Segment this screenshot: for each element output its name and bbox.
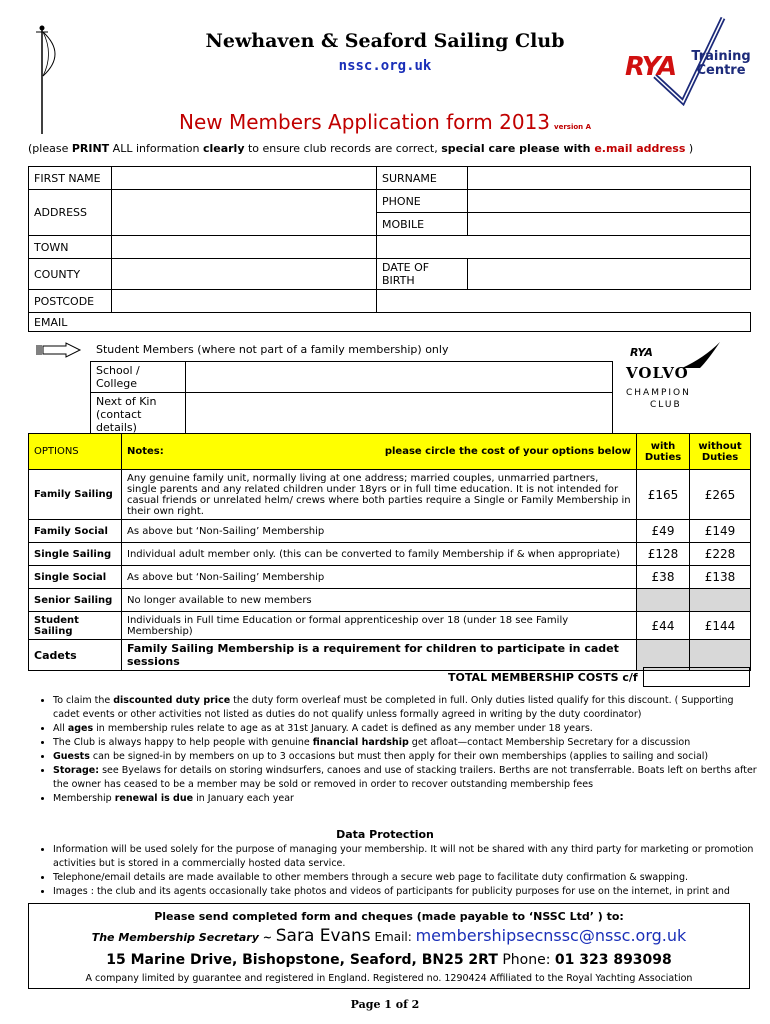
- list-item: • Images : the club and its agents occasionally take photos and videos of participants for publicity purposes for use on the internet, in print and: [53, 885, 758, 899]
- company-info: A company limited by guarantee and registered in England. Registered no. 1290424 Affiliated to the Royal Yachting Association: [85, 973, 693, 984]
- price-with-duties[interactable]: £38: [637, 566, 690, 589]
- club-url: nssc.org.uk: [338, 58, 432, 74]
- student-members-label: Student Members (where not part of a family membership) only: [96, 343, 449, 356]
- county-label: COUNTY: [29, 259, 112, 290]
- address-label: ADDRESS: [29, 190, 112, 236]
- page-number: Page 1 of 2: [350, 998, 420, 1011]
- secretary-line: The Membership Secretary ~ Sara Evans Email: membershipsecnssc@nssc.org.uk: [91, 926, 687, 946]
- price-with-duties[interactable]: £49: [637, 520, 690, 543]
- total-membership-costs-label: TOTAL MEMBERSHIP COSTS c/f: [448, 671, 638, 684]
- first-name-field[interactable]: [112, 167, 377, 190]
- rya-logo-text: RYA: [625, 52, 677, 82]
- price-with-duties[interactable]: £128: [637, 543, 690, 566]
- volvo-logo-club: CLUB: [650, 400, 682, 410]
- rya-training-centre-logo: [625, 16, 760, 106]
- volvo-logo-champion: CHAMPION: [626, 388, 691, 398]
- price-with-duties: [637, 589, 690, 612]
- price-without-duties[interactable]: £144: [690, 612, 751, 640]
- option-row-family-sailing: [29, 470, 751, 520]
- price-without-duties: [690, 640, 751, 671]
- county-field[interactable]: [112, 259, 377, 290]
- email-label: EMAIL: [34, 316, 68, 329]
- town-spacer: [377, 236, 751, 259]
- price-with-duties[interactable]: £165: [637, 470, 690, 520]
- email-field[interactable]: [28, 312, 751, 332]
- list-item: • To claim the discounted duty price the duty form overleaf must be completed in full. Only duties listed qualify for this discount. ( Supporting cadet events or other activities not listed as duties do not qualify unless formally agreed in writing by the duty coordinator): [53, 694, 758, 722]
- membership-options-table: [28, 433, 751, 671]
- personal-details-table: [28, 166, 751, 313]
- price-without-duties[interactable]: £228: [690, 543, 751, 566]
- price-with-duties: [637, 640, 690, 671]
- option-row-single-sailing: [29, 543, 751, 566]
- option-note: Any genuine family unit, normally living at one address; married couples, unmarried partners, single parents and any related children under 18yrs or in full time education. It is not intended for casual friends or unrelated helm/ crews where both parties require a Single or Family Membership in their own right.: [122, 470, 637, 520]
- option-note: Individual adult member only. (this can be converted to family Membership if & when appropriate): [122, 543, 637, 566]
- student-details-table: [90, 361, 613, 437]
- town-label: TOWN: [29, 236, 112, 259]
- intro-instructions: (please PRINT ALL information clearly to ensure club records are correct, special care please with e.mail address ): [28, 142, 694, 155]
- notes-header: Notes: please circle the cost of your options below: [122, 434, 637, 470]
- rya-volvo-champion-club-logo: [622, 340, 722, 418]
- option-note: As above but ‘Non-Sailing’ Membership: [122, 520, 637, 543]
- list-item: • Storage: see Byelaws for details on storing windsurfers, canoes and use of stacking trailers. Berths are not transferrable. Boats left on berths after the owner has ceased to be a member may be sold or removed in order to recover outstanding membership fees: [53, 764, 758, 792]
- price-without-duties[interactable]: £138: [690, 566, 751, 589]
- form-title-text: New Members Application form 2013: [179, 110, 551, 134]
- surname-field[interactable]: [468, 167, 751, 190]
- school-field[interactable]: [186, 362, 613, 393]
- address-field[interactable]: [112, 190, 377, 236]
- mobile-label: MOBILE: [377, 213, 468, 236]
- data-protection-title: Data Protection: [336, 828, 434, 841]
- form-version: version A: [554, 123, 591, 131]
- option-name: Senior Sailing: [29, 589, 122, 612]
- school-label: School / College: [91, 362, 186, 393]
- option-note: No longer available to new members: [122, 589, 637, 612]
- postcode-field[interactable]: [112, 290, 377, 313]
- dob-field[interactable]: [468, 259, 751, 290]
- mobile-field[interactable]: [468, 213, 751, 236]
- surname-label: SURNAME: [377, 167, 468, 190]
- membership-rules-list: [28, 694, 758, 806]
- option-name: Family Social: [29, 520, 122, 543]
- list-item: • Guests can be signed-in by members on up to 3 occasions but must then apply for their own memberships (applies to sailing and social): [53, 750, 758, 764]
- list-item: • All ages in membership rules relate to age as at 31st January. A cadet is defined as any member under 18 years.: [53, 722, 758, 736]
- option-note: Individuals in Full time Education or formal apprenticeship over 18 (under 18 see Family Membership): [122, 612, 637, 640]
- next-of-kin-field[interactable]: [186, 393, 613, 437]
- price-without-duties[interactable]: £265: [690, 470, 751, 520]
- option-note: Family Sailing Membership is a requirement for children to participate in cadet sessions: [122, 640, 637, 671]
- price-without-duties[interactable]: £149: [690, 520, 751, 543]
- list-item: • The Club is always happy to help people with genuine financial hardship get afloat—contact Membership Secretary for a discussion: [53, 736, 758, 750]
- training-centre-text: Training Centre: [691, 49, 751, 78]
- postcode-spacer: [377, 290, 751, 313]
- phone-label: PHONE: [377, 190, 468, 213]
- list-item: • Information will be used solely for the purpose of managing your membership. It will not be shared with any third party for marketing or promotion activities but is stored in a commercially hosted data service.: [53, 843, 758, 871]
- option-row-family-social: [29, 520, 751, 543]
- volvo-logo-volvo: VOLVO: [626, 364, 689, 382]
- option-name: Cadets: [29, 640, 122, 671]
- option-name: Single Sailing: [29, 543, 122, 566]
- option-name: Family Sailing: [29, 470, 122, 520]
- without-duties-header: without Duties: [690, 434, 751, 470]
- options-header: OPTIONS: [29, 434, 122, 470]
- price-without-duties: [690, 589, 751, 612]
- arrow-right-icon: [36, 342, 82, 358]
- price-with-duties[interactable]: £44: [637, 612, 690, 640]
- send-instructions: Please send completed form and cheques (made payable to ‘NSSC Ltd’ ) to:: [154, 910, 624, 923]
- dob-label: DATE OF BIRTH: [377, 259, 468, 290]
- club-name: Newhaven & Seaford Sailing Club: [205, 30, 565, 52]
- total-membership-costs-field[interactable]: [643, 667, 750, 687]
- option-row-senior-sailing: [29, 589, 751, 612]
- email-link[interactable]: membershipsecnssc@nssc.org.uk: [415, 926, 687, 945]
- option-row-cadets: [29, 640, 751, 671]
- phone-field[interactable]: [468, 190, 751, 213]
- first-name-label: FIRST NAME: [29, 167, 112, 190]
- volvo-logo-rya: RYA: [630, 346, 653, 359]
- with-duties-header: with Duties: [637, 434, 690, 470]
- address-line: 15 Marine Drive, Bishopstone, Seaford, BN25 2RT Phone: 01 323 893098: [106, 952, 672, 968]
- next-of-kin-label: Next of Kin (contact details): [91, 393, 186, 437]
- option-name: Student Sailing: [29, 612, 122, 640]
- form-title: [0, 110, 770, 134]
- data-protection-list: [28, 843, 758, 899]
- option-name: Single Social: [29, 566, 122, 589]
- postcode-label: POSTCODE: [29, 290, 112, 313]
- town-field[interactable]: [112, 236, 377, 259]
- option-note: As above but ‘Non-Sailing’ Membership: [122, 566, 637, 589]
- list-item: • Membership renewal is due in January each year: [53, 792, 758, 806]
- list-item: • Telephone/email details are made available to other members through a secure web page to facilitate duty confirmation & swapping.: [53, 871, 758, 885]
- option-row-student-sailing: [29, 612, 751, 640]
- option-row-single-social: [29, 566, 751, 589]
